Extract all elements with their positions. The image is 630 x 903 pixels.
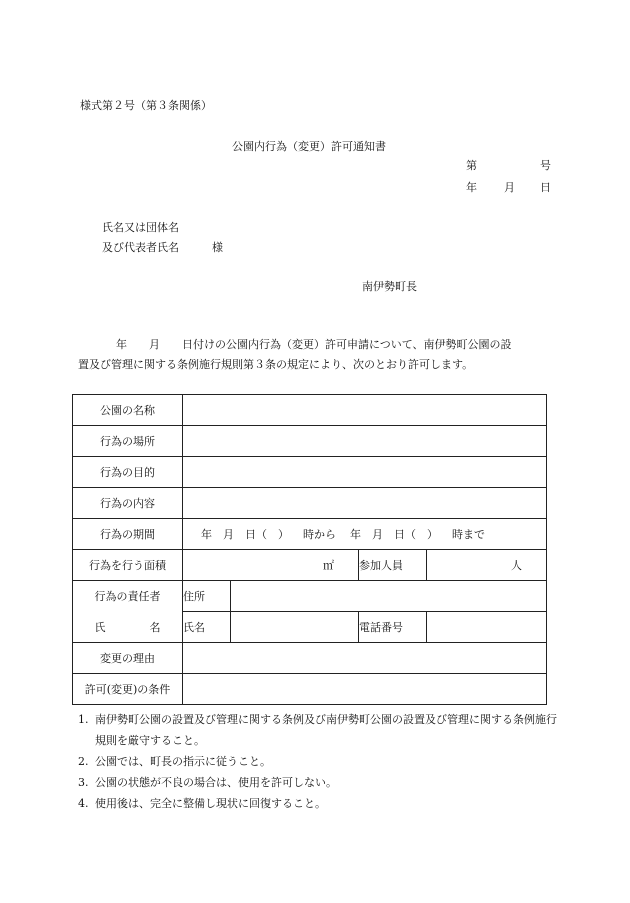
table-row [73,519,547,550]
change-reason-label: 変更の理由 [73,643,183,674]
table-row [73,674,547,705]
date-day: 日 [540,181,551,194]
responsible-label: 行為の責任者 [73,581,183,612]
park-name-value[interactable] [183,395,547,426]
park-name-label: 公園の名称 [73,395,183,426]
list-item: 4. 使用後は、完全に整備し現状に回復すること。 [78,797,326,810]
address-value[interactable] [231,581,547,612]
area-unit: ㎡ [323,559,334,572]
content-value[interactable] [183,488,547,519]
number-dai: 第 [466,159,477,172]
number-gou: 号 [540,159,551,172]
issuer-name: 南伊勢町長 [362,280,417,293]
period-to-date: 年 月 日（ ） [350,528,438,541]
table-row [73,488,547,519]
period-label: 行為の期間 [73,519,183,550]
area-value[interactable] [183,550,359,581]
table-row [73,643,547,674]
permit-table [72,394,547,705]
document-title: 公園内行為（変更）許可通知書 [232,140,386,153]
table-row [73,395,547,426]
list-item: 1. 南伊勢町公園の設置及び管理に関する条例及び南伊勢町公園の設置及び管理に関する条例施行規則を厳守すること。 [78,713,557,747]
addressee-line-2: 及び代表者氏名 [102,241,179,254]
table-row [73,550,547,581]
period-to-suffix: 時まで [452,528,485,541]
list-item: 2. 公園では、町長の指示に従うこと。 [78,755,271,768]
address-label: 住所 [183,581,231,612]
name-value[interactable] [231,612,359,643]
body-paragraph [78,335,558,375]
addressee-line-1: 氏名又は団体名 [102,221,179,234]
participants-label: 参加人員 [359,550,427,581]
table-row [73,426,547,457]
addressee-honorific: 様 [212,241,223,254]
table-row [73,612,547,643]
area-label: 行為を行う面積 [73,550,183,581]
list-item: 3. 公園の状態が不良の場合は、使用を許可しない。 [78,776,337,789]
purpose-value[interactable] [183,457,547,488]
period-value[interactable] [183,519,547,550]
period-from-date: 年 月 日（ ） [201,528,289,541]
purpose-label: 行為の目的 [73,457,183,488]
place-label: 行為の場所 [73,426,183,457]
date-month: 月 [504,181,515,194]
form-number-label: 様式第２号（第３条関係） [80,99,212,112]
table-row [73,457,547,488]
conditions-label: 許可(変更)の条件 [73,674,183,705]
participants-value[interactable] [427,550,547,581]
place-value[interactable] [183,426,547,457]
change-reason-value[interactable] [183,643,547,674]
responsible-name-label: 氏 名 [73,612,183,643]
participants-unit: 人 [511,559,522,572]
phone-label: 電話番号 [359,612,427,643]
phone-value[interactable] [427,612,547,643]
body-line-2: 置及び管理に関する条例施行規則第３条の規定により、次のとおり許可します。 [78,358,474,371]
conditions-value[interactable] [183,674,547,705]
period-from-suffix: 時から [303,528,336,541]
name-label: 氏名 [183,612,231,643]
conditions-list [78,709,558,814]
body-line-1: 年 月 日付けの公園内行為（変更）許可申請について、南伊勢町公園の設 [116,338,512,351]
content-label: 行為の内容 [73,488,183,519]
table-row [73,581,547,612]
date-year: 年 [466,181,477,194]
